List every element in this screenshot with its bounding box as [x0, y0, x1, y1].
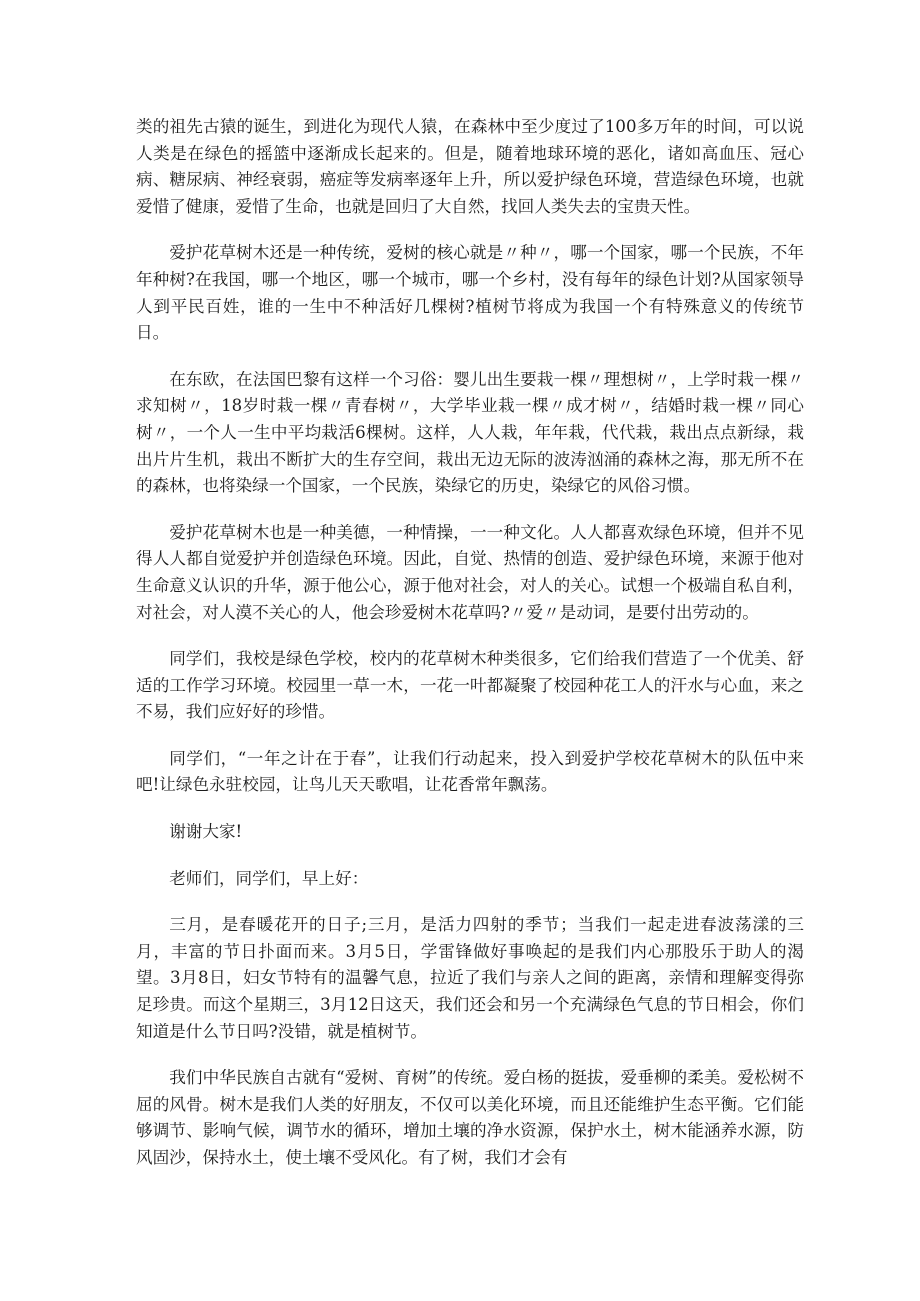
paragraph-9: 三月，是春暖花开的日子;三月，是活力四射的季节；当我们一起走进春波荡漾的三月，丰富的节日扑面而来。3月5日，学雷锋做好事唤起的是我们内心那股乐于助人的渴望。3月8日，妇女节特有的温馨气息，拉近了我们与亲人之间的距离，亲情和理解变得弥足珍贵。而这个星期三，3月12日这天，我们还会和另一个充满绿色气息的节日相会，你们知道是什么节日吗?没错，就是植树节。	[136, 915, 804, 1041]
paragraph-7: 谢谢大家!	[169, 822, 243, 842]
paragraph-3: 在东欧，在法国巴黎有这样一个习俗：婴儿出生要栽一棵〃理想树〃，上学时栽一棵〃求知树〃，18岁时栽一棵〃青春树〃，大学毕业栽一棵〃成才树〃，结婚时栽一棵〃同心树〃，一个人一生中平均栽活6棵树。这样，人人栽，年年栽，代代栽，栽出点点新绿，栽出片片生机，栽出不断扩大的生存空间，栽出无边无际的波涛汹涌的森林之海，那无所不在的森林，也将染绿一个国家，一个民族，染绿它的历史，染绿它的风俗习惯。	[136, 369, 804, 496]
paragraph-2: 爱护花草树木还是一种传统，爱树的核心就是〃种〃，哪一个国家，哪一个民族，不年年种树?在我国，哪一个地区，哪一个城市，哪一个乡村，没有每年的绿色计划?从国家领导人到平民百姓，谁的一生中不种活好几棵树?植树节将成为我国一个有特殊意义的传统节日。	[136, 243, 804, 343]
paragraph-6: 同学们，“一年之计在于春”，让我们行动起来，投入到爱护学校花草树木的队伍中来吧!让绿色永驻校园，让鸟儿天天歌唱，让花香常年飘荡。	[136, 748, 804, 795]
paragraph-10: 我们中华民族自古就有“爱树、育树”的传统。爱白杨的挺拔，爱垂柳的柔美。爱松树不屈的风骨。树木是我们人类的好朋友，不仅可以美化环境，而且还能维护生态平衡。它们能够调节、影响气候，调节水的循环，增加土壤的净水资源，保护水土，树木能涵养水源，防风固沙，保持水土，使土壤不受风化。有了树，我们才会有	[136, 1068, 804, 1167]
paragraph-1: 类的祖先古猿的诞生，到进化为现代人猿，在森林中至少度过了100多万年的时间，可以说人类是在绿色的摇篮中逐渐成长起来的。但是，随着地球环境的恶化，诸如高血压、冠心病、糖尿病、神经衰弱，癌症等发病率逐年上升，所以爱护绿色环境，营造绿色环境，也就爱惜了健康，爱惜了生命，也就是回归了大自然，找回人类失去的宝贵天性。	[136, 117, 804, 216]
paragraph-8: 老师们，同学们，早上好：	[169, 868, 369, 888]
paragraph-4: 爱护花草树木也是一种美德，一种情操，一一种文化。人人都喜欢绿色环境，但并不见得人人都自觉爱护并创造绿色环境。因此，自觉、热情的创造、爱护绿色环境，来源于他对生命意义认识的升华，源于他公心，源于他对社会，对人的关心。试想一个极端自私自利，对社会，对人漠不关心的人，他会珍爱树木花草吗?〃爱〃是动词，是要付出劳动的。	[136, 522, 804, 622]
paragraph-5: 同学们，我校是绿色学校，校内的花草树木种类很多，它们给我们营造了一个优美、舒适的工作学习环境。校园里一草一木，一花一叶都凝聚了校园种花工人的汗水与心血，来之不易，我们应好好的珍惜。	[136, 649, 804, 722]
document-body	[136, 114, 804, 1192]
